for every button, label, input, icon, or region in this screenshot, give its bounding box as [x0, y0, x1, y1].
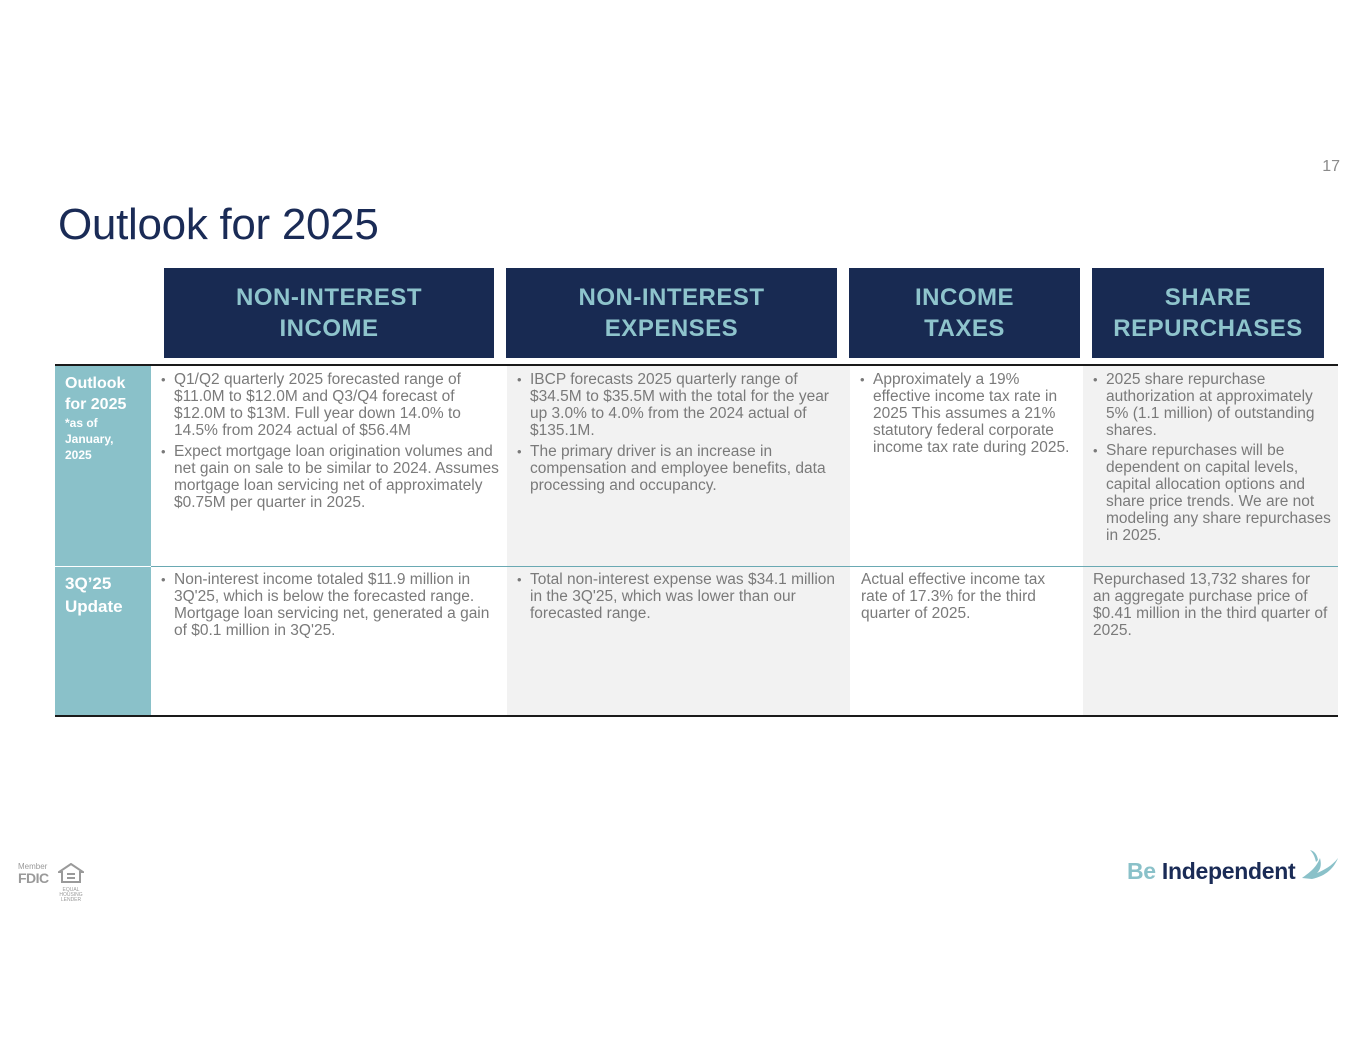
header-label: NON-INTEREST INCOME — [236, 284, 422, 342]
cell-outlook-non-interest-expenses — [507, 366, 850, 566]
equal-housing-lender-icon — [57, 863, 85, 903]
logo-be: Be — [1127, 858, 1156, 884]
header-income-taxes — [849, 268, 1080, 358]
page-number: 17 — [1322, 158, 1340, 175]
header-share-repurchases — [1092, 268, 1324, 358]
cell-update-share-repurchases — [1083, 567, 1338, 716]
bird-icon — [1300, 848, 1340, 882]
table-top-rule — [55, 364, 1338, 366]
list-item: • Non-interest income totaled $11.9 million in 3Q'25, which is below the forecasted range. Mortgage loan servicing net, generated a gain of $0.1 million in 3Q'25. — [161, 571, 501, 639]
row-label-outlook-note: *as of January, 2025 — [65, 416, 114, 462]
list-item: • IBCP forecasts 2025 quarterly range of $34.5M to $35.5M with the total for the year up 3.0% to 4.0% from the 2024 actual of $135.1M. — [517, 371, 838, 439]
cell-outlook-share-repurchases — [1083, 366, 1338, 566]
row-label-update — [55, 567, 151, 716]
fdic-text: FDIC — [18, 870, 49, 886]
header-label: INCOME TAXES — [915, 284, 1014, 342]
list-item: • Share repurchases will be dependent on capital levels, capital allocation options and share price trends. We are not modeling any share repurchases in 2025. — [1093, 442, 1332, 544]
page-title: Outlook for 2025 — [58, 200, 379, 249]
row-divider — [151, 566, 1338, 567]
list-item: • Total non-interest expense was $34.1 million in the 3Q'25, which was lower than our forecasted range. — [517, 571, 838, 622]
header-non-interest-expenses — [506, 268, 837, 358]
row-label-outlook-title: Outlook for 2025 — [65, 375, 127, 413]
fdic-logo — [18, 863, 49, 885]
list-item: • The primary driver is an increase in compensation and employee benefits, data processing and occupancy. — [517, 443, 838, 494]
cell-update-non-interest-expenses — [507, 567, 850, 716]
fdic-member-text: Member — [18, 862, 48, 871]
be-independent-logo — [1127, 858, 1295, 885]
cell-update-non-interest-income — [151, 567, 507, 716]
cell-outlook-income-taxes — [850, 366, 1083, 566]
list-item: • Expect mortgage loan origination volumes and net gain on sale to be similar to 2024. Assumes mortgage loan servicing net of approximately $0.75M per quarter in 2025. — [161, 443, 501, 511]
cell-outlook-non-interest-income — [151, 366, 507, 566]
logo-independent: Independent — [1161, 858, 1296, 884]
cell-update-income-taxes — [850, 567, 1083, 716]
list-item: • 2025 share repurchase authorization at approximately 5% (1.1 million) of outstanding shares. — [1093, 371, 1332, 439]
table-bottom-rule — [55, 715, 1338, 717]
row-label-update-title: 3Q’25 Update — [65, 574, 123, 616]
cell-text: Actual effective income tax rate of 17.3% for the third quarter of 2025. — [861, 571, 1046, 622]
row-label-outlook — [55, 366, 151, 566]
cell-text: Repurchased 13,732 shares for an aggregate purchase price of $0.41 million in the third quarter of 2025. — [1093, 571, 1328, 639]
equal-housing-lender-text: EQUAL HOUSING LENDER — [59, 887, 83, 903]
header-label: NON-INTEREST EXPENSES — [578, 284, 765, 342]
header-label: SHARE REPURCHASES — [1113, 284, 1303, 342]
list-item: • Q1/Q2 quarterly 2025 forecasted range of $11.0M to $12.0M and Q3/Q4 forecast of $12.0M to $13M. Full year down 14.0% to 14.5% from 2024 actual of $56.4M — [161, 371, 501, 439]
list-item: • Approximately a 19% effective income tax rate in 2025 This assumes a 21% statutory federal corporate income tax rate during 2025. — [860, 371, 1075, 456]
header-non-interest-income — [164, 268, 494, 358]
